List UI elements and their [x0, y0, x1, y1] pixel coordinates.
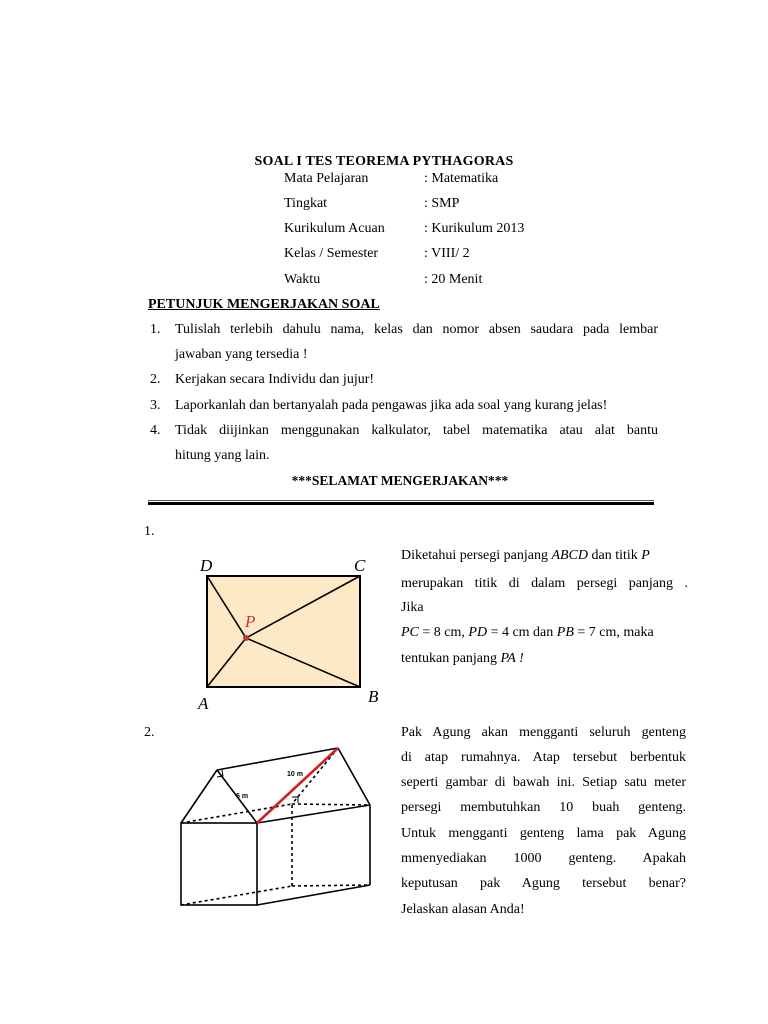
text-run: PB — [556, 625, 574, 640]
roof-edge — [292, 804, 370, 805]
instruction-number: 2. — [150, 372, 161, 387]
question-line — [401, 547, 701, 565]
roof-ridge — [217, 748, 338, 770]
page-title: SOAL I TES TEOREMA PYTHAGORAS — [254, 154, 514, 169]
closing-text: ***SELAMAT MENGERJAKAN*** — [291, 473, 509, 488]
instruction-text: hitung yang lain. — [175, 448, 270, 463]
label-p: P — [245, 612, 256, 631]
question-line: Jika — [401, 600, 424, 615]
text-run: = 7 — [573, 625, 596, 640]
question-line — [401, 624, 701, 642]
rectangle-figure — [190, 550, 400, 715]
question-line: merupakan titik di dalam persegi panjang . — [401, 576, 688, 591]
info-label: Kurikulum Acuan — [284, 221, 385, 236]
question-line: Jelaskan alasan Anda! — [401, 902, 525, 917]
info-value: : Matematika — [424, 171, 499, 186]
instruction-text: Kerjakan secara Individu dan jujur! — [175, 372, 375, 387]
question-number: 2. — [144, 725, 155, 740]
instruction-number: 1. — [150, 322, 161, 337]
info-value: : VIII/ 2 — [424, 246, 470, 261]
question-line: Untuk mengganti genteng lama pak Agung — [401, 826, 686, 841]
text-run: PD — [468, 625, 488, 640]
instruction-text: Tidak diijinkan menggunakan kalkulator, tabel matematika atau alat bantu — [175, 423, 658, 438]
info-value: : SMP — [424, 196, 460, 211]
info-label: Kelas / Semester — [284, 246, 379, 261]
info-label: Tingkat — [284, 196, 328, 211]
text-run: P — [641, 548, 650, 563]
roof-edge — [181, 770, 217, 823]
house-roof-figure — [172, 740, 382, 910]
info-value: : Kurikulum 2013 — [424, 221, 525, 236]
label-c: C — [354, 556, 366, 575]
text-run: = 8 cm, — [418, 625, 469, 640]
point-p — [243, 635, 249, 641]
divider — [148, 502, 654, 505]
instructions-header: PETUNJUK MENGERJAKAN SOAL — [148, 297, 380, 312]
info-label: Waktu — [284, 272, 321, 287]
label-a: A — [198, 694, 209, 713]
box-edge — [257, 885, 370, 905]
info-label: Mata Pelajaran — [284, 171, 369, 186]
instruction-number: 4. — [150, 423, 161, 438]
text-run: PC — [401, 625, 419, 640]
label-b: B — [368, 687, 379, 706]
label-6m: 6 m — [236, 793, 249, 800]
question-line: mmenyediakan 1000 genteng. Apakah — [401, 851, 686, 866]
instruction-number: 3. — [150, 398, 161, 413]
question-line: di atap rumahnya. Atap tersebut berbentuk — [401, 750, 686, 765]
box-front — [181, 823, 257, 905]
info-value: : 20 Menit — [424, 272, 483, 287]
text-run: dan titik — [588, 548, 642, 563]
label-10m: 10 m — [287, 771, 303, 778]
text-run: = 4 cm dan — [487, 625, 557, 640]
instruction-text: Tulislah terlebih dahulu nama, kelas dan nomor absen saudara pada lembar — [175, 322, 658, 337]
question-line: keputusan pak Agung tersebut benar? — [401, 876, 686, 891]
text-run: cm, maka — [595, 625, 654, 640]
question-line: seperti gambar di bawah ini. Setiap satu meter — [401, 775, 686, 790]
rectangle-abcd — [207, 576, 360, 687]
question-number: 1. — [144, 524, 155, 539]
instruction-text: Laporkanlah dan bertanyalah pada pengawas jika ada soal yang kurang jelas! — [175, 398, 608, 413]
roof-edge — [338, 748, 370, 805]
text-run: PA ! — [500, 651, 524, 666]
question-line: persegi membutuhkan 10 buah genteng. — [401, 800, 686, 815]
text-run: Diketahui persegi panjang — [401, 548, 552, 563]
text-run: ABCD — [551, 548, 589, 563]
question-line: Pak Agung akan mengganti seluruh genteng — [401, 725, 686, 740]
text-run: tentukan panjang — [401, 651, 501, 666]
question-line — [401, 650, 686, 668]
label-d: D — [200, 556, 213, 575]
instruction-text: jawaban yang tersedia ! — [175, 347, 308, 362]
divider — [148, 500, 654, 501]
box-edge — [292, 885, 370, 886]
